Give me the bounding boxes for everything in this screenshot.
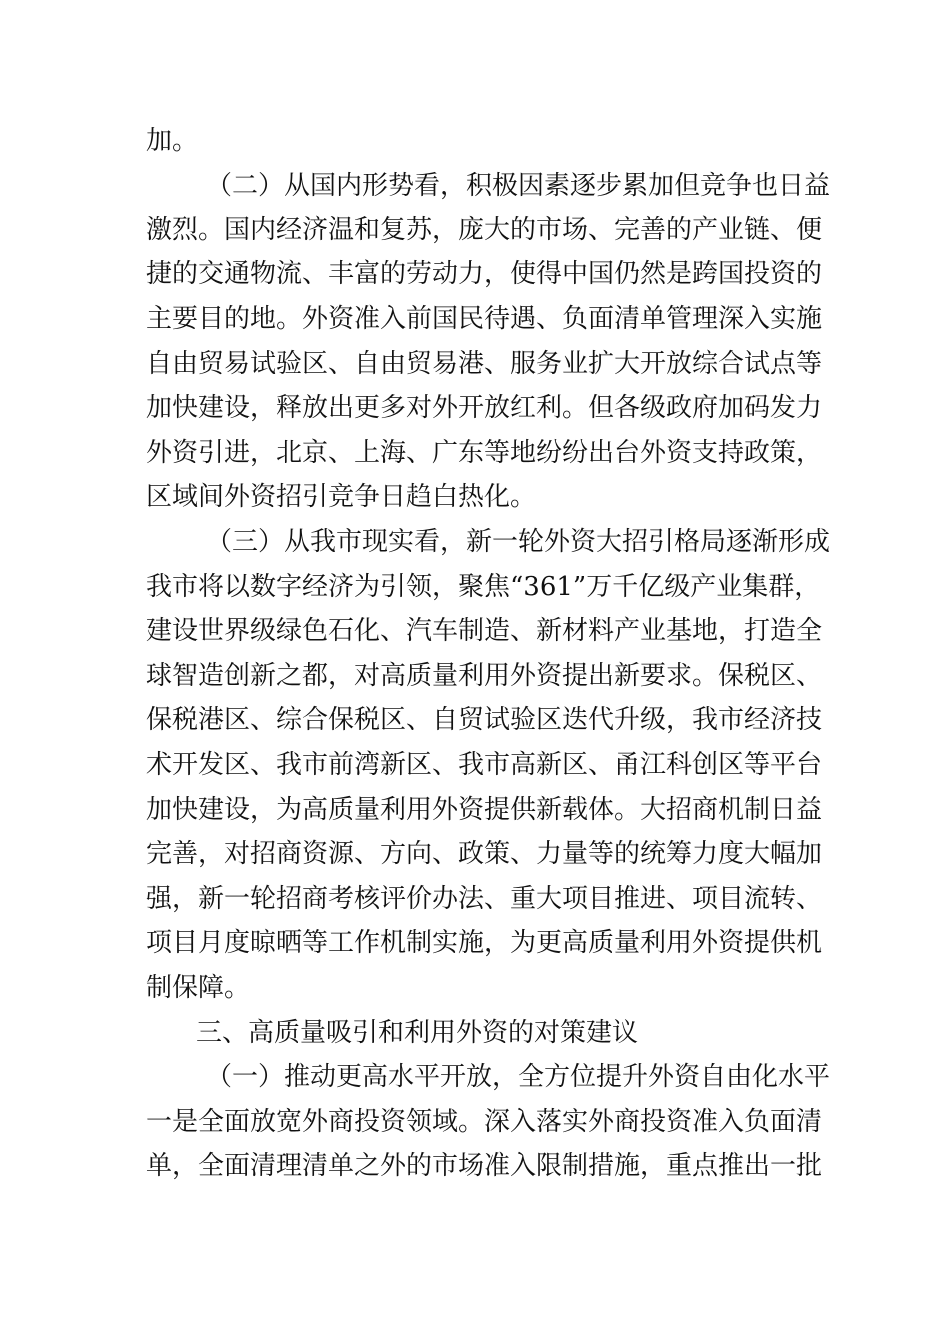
paragraph-line: 自由贸易试验区、自由贸易港、服务业扩大开放综合试点等	[146, 349, 823, 379]
paragraph-line: 加快建设，释放出更多对外开放红利。但各级政府加码发力	[146, 393, 823, 423]
paragraph-line: 球智造创新之都，对高质量利用外资提出新要求。保税区、	[146, 661, 823, 691]
paragraph-line: 区域间外资招引竞争日趋白热化。	[146, 482, 537, 512]
paragraph-line: 一是全面放宽外商投资领域。深入落实外商投资准入负面清	[146, 1107, 823, 1137]
paragraph-line: 建设世界级绿色石化、汽车制造、新材料产业基地，打造全	[146, 616, 823, 646]
paragraph-line: 项目月度晾晒等工作机制实施，为更高质量利用外资提供机	[146, 928, 823, 958]
paragraph-line: 单，全面清理清单之外的市场准入限制措施，重点推出一批	[146, 1151, 823, 1181]
subsection-heading-1: （一）推动更高水平开放，全方位提升外资自由化水平	[206, 1062, 831, 1092]
paragraph-line: 完善，对招商资源、方向、政策、力量等的统筹力度大幅加	[146, 839, 823, 869]
paragraph-line: 外资引进，北京、上海、广东等地纷纷出台外资支持政策，	[146, 438, 823, 468]
paragraph-line: 术开发区、我市前湾新区、我市高新区、甬江科创区等平台	[146, 750, 823, 780]
paragraph-line: 加快建设，为高质量利用外资提供新载体。大招商机制日益	[146, 795, 823, 825]
paragraph-line: 捷的交通物流、丰富的劳动力，使得中国仍然是跨国投资的	[146, 259, 823, 289]
paragraph-line: 强，新一轮招商考核评价办法、重大项目推进、项目流转、	[146, 884, 823, 914]
section-heading-3: 三、高质量吸引和利用外资的对策建议	[196, 1018, 639, 1048]
paragraph-line: 保税港区、综合保税区、自贸试验区迭代升级，我市经济技	[146, 705, 823, 735]
subsection-heading-2: （二）从国内形势看，积极因素逐步累加但竞争也日益	[206, 171, 831, 201]
paragraph-line: 我市将以数字经济为引领，聚焦“361”万千亿级产业集群，	[146, 572, 821, 602]
subsection-heading-3: （三）从我市现实看，新一轮外资大招引格局逐渐形成	[206, 527, 831, 557]
paragraph-line: 激烈。国内经济温和复苏，庞大的市场、完善的产业链、便	[146, 215, 823, 245]
paragraph-line: 主要目的地。外资准入前国民待遇、负面清单管理深入实施	[146, 304, 823, 334]
paragraph-line: 制保障。	[146, 973, 251, 1003]
paragraph-line: 加。	[146, 126, 199, 156]
